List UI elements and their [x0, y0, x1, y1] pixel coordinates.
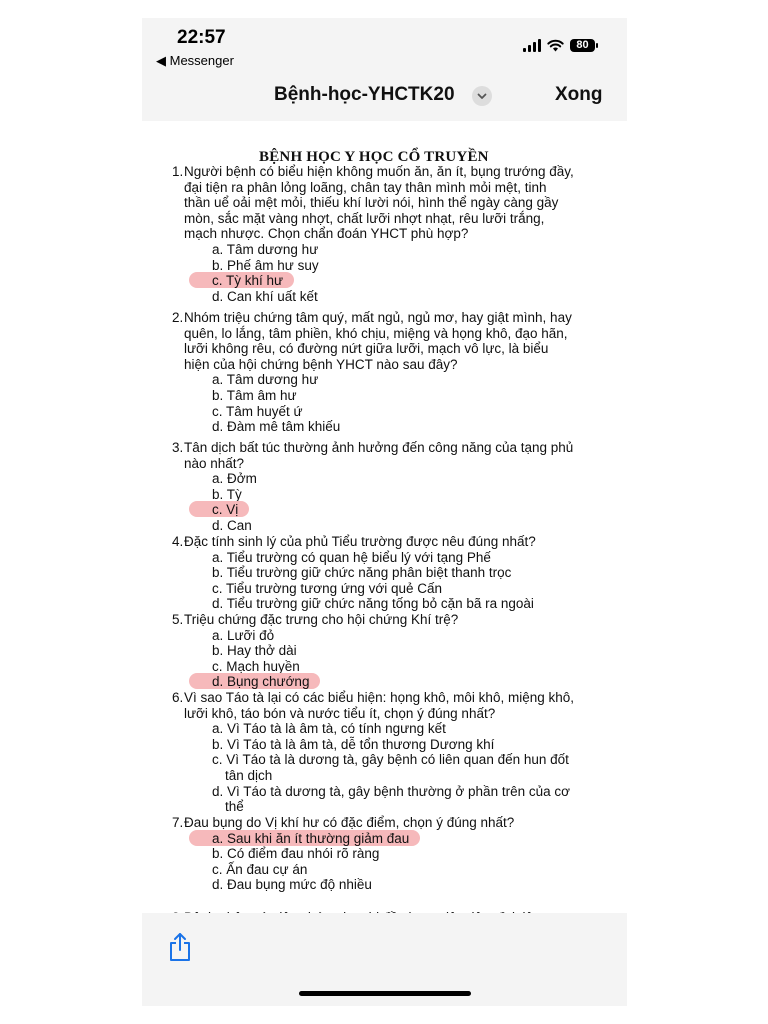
question-stem-line: Nhóm triệu chứng tâm quý, mất ngủ, ngủ mơ, hay giật mình, hay: [184, 310, 572, 325]
answer-option-text: c. Tâm huyết ứ: [212, 403, 303, 419]
answer-option: [172, 289, 612, 305]
done-button[interactable]: Xong: [555, 84, 603, 105]
question-7: [172, 815, 612, 893]
answer-options: [172, 628, 612, 690]
answer-option: [172, 659, 612, 675]
share-icon[interactable]: [166, 931, 194, 963]
question-number: 1.: [172, 164, 184, 179]
answer-option-text: c. Ấn đau cự án: [212, 861, 308, 877]
question-stem: [172, 164, 612, 242]
answer-option-text: b. Hay thở dài: [212, 643, 297, 659]
answer-options: [172, 372, 612, 434]
answer-option: [172, 388, 612, 404]
battery-cap: [596, 43, 598, 48]
answer-option: [172, 737, 612, 753]
question-stem: [172, 815, 612, 831]
highlighted-answer-option: [172, 273, 612, 289]
question-stem-line: mòn, sắc mặt vàng nhợt, chất lưỡi nhợt nhạt, rêu lưỡi trắng,: [184, 210, 545, 226]
question-stem-line: Đau bụng do Vị khí hư có đặc điểm, chọn ý đúng nhất?: [184, 815, 515, 830]
answer-options: [172, 721, 612, 815]
question-stem: [172, 310, 612, 372]
phone-screen: [142, 18, 627, 1006]
question-stem-line: mạch nhược. Chọn chẩn đoán YHCT phù hợp?: [184, 226, 469, 242]
answer-option-text: b. Có điểm đau nhói rõ ràng: [212, 846, 380, 862]
question-5: [172, 612, 612, 690]
question-stem-line: thần uể oải mệt mỏi, thiếu khí lười nói, hình thể ngày càng gầy: [184, 195, 559, 211]
top-bar: [142, 18, 627, 121]
answer-options: [172, 831, 612, 893]
answer-option-text: a. Tiểu trường có quan hệ biểu lý với tạng Phế: [212, 549, 491, 565]
answer-option: [172, 721, 612, 737]
answer-option: [172, 581, 612, 597]
question-stem-line: Triệu chứng đặc trưng cho hội chứng Khí trệ?: [184, 612, 459, 627]
answer-option-text: c. Vì Táo tà là dương tà, gây bệnh có liên quan đến hun đốt: [212, 752, 569, 768]
question-stem-line: nào nhất?: [184, 455, 245, 471]
answer-option: [172, 784, 612, 815]
highlighted-answer-option: [172, 831, 612, 847]
answer-option: [172, 550, 612, 566]
question-stem-line: lưỡi khô, táo bón và nước tiểu ít, chọn ý đúng nhất?: [184, 705, 496, 721]
answer-options: [172, 471, 612, 533]
question-6: [172, 690, 612, 815]
answer-option: [172, 242, 612, 258]
cellular-signal-icon: [523, 39, 541, 52]
answer-option: [172, 258, 612, 274]
chevron-down-icon[interactable]: [472, 86, 492, 106]
answer-option-text: d. Đau bụng mức độ nhiều: [212, 877, 372, 893]
question-stem-line: Vì sao Táo tà lại có các biểu hiện: họng khô, môi khô, miệng khô,: [184, 690, 574, 705]
answer-option-continuation: thể: [225, 799, 244, 815]
back-to-messenger-link[interactable]: ◀ Messenger: [156, 53, 234, 68]
document-heading: BỆNH HỌC Y HỌC CỔ TRUYỀN: [259, 149, 489, 165]
question-2: [172, 310, 612, 435]
highlighted-answer-option: [172, 674, 612, 690]
answer-option-text: b. Tiểu trường giữ chức năng phân biệt thanh trọc: [212, 565, 512, 581]
home-indicator: [299, 991, 471, 996]
question-number: 4.: [172, 534, 184, 549]
status-icons: [523, 36, 598, 54]
question-1: [172, 164, 612, 304]
answer-option-text: c. Mạch huyền: [212, 658, 300, 674]
answer-option-text: d. Đàm mê tâm khiếu: [212, 419, 341, 435]
answer-options: [172, 550, 612, 612]
question-stem-line: Người bệnh có biểu hiện không muốn ăn, ăn ít, bụng trướng đầy,: [184, 164, 574, 179]
answer-option: [172, 518, 612, 534]
question-number: 5.: [172, 612, 184, 627]
question-number: 3.: [172, 440, 184, 455]
answer-option: [172, 404, 612, 420]
status-time: 22:57: [177, 27, 226, 48]
answer-option: [172, 877, 612, 893]
document-viewer[interactable]: [142, 121, 627, 913]
answer-option-text: a. Sau khi ăn ít thường giảm đau: [212, 830, 410, 846]
answer-option-text: d. Tiểu trường giữ chức năng tống bỏ cặn bã ra ngoài: [212, 596, 534, 612]
answer-option-text: a. Lưỡi đỏ: [212, 627, 275, 643]
question-stem-line: Tân dịch bất túc thường ảnh hưởng đến công năng của tạng phủ: [184, 440, 574, 455]
question-number: 2.: [172, 310, 184, 325]
question-stem-line: hiện của hội chứng bệnh YHCT nào sau đây?: [184, 356, 458, 372]
answer-option-text: a. Vì Táo tà là âm tà, có tính ngưng kết: [212, 721, 446, 737]
answer-option-text: d. Can khí uất kết: [212, 288, 318, 304]
question-stem-line: đại tiện ra phân lỏng loãng, chân tay thân mình mỏi mệt, tinh: [184, 179, 547, 195]
answer-option-text: a. Tâm dương hư: [212, 372, 319, 388]
question-stem: [172, 612, 612, 628]
answer-option-text: c. Tỳ khí hư: [212, 273, 284, 289]
answer-option: [172, 643, 612, 659]
answer-option-text: b. Tỳ: [212, 486, 242, 502]
answer-option-continuation: tân dịch: [225, 767, 273, 783]
question-stem-line: quên, lo lắng, tâm phiền, khó chịu, miệng và họng khô, đạo hãn,: [184, 325, 568, 341]
battery-level: 80: [570, 39, 595, 52]
answer-option: [172, 628, 612, 644]
question-4: [172, 534, 612, 612]
answer-option-text: c. Tiểu trường tương ứng với quẻ Cấn: [212, 580, 443, 596]
answer-option: [172, 372, 612, 388]
document-title[interactable]: Bệnh-học-YHCTK20: [274, 84, 455, 105]
question-stem-line: Đặc tính sinh lý của phủ Tiểu trường được nêu đúng nhất?: [184, 534, 536, 549]
question-number: 6.: [172, 690, 184, 705]
bottom-toolbar: [142, 913, 627, 1006]
answer-option-text: a. Đởm: [212, 471, 257, 487]
answer-option: [172, 487, 612, 503]
answer-option: [172, 596, 612, 612]
answer-option-text: b. Phế âm hư suy: [212, 257, 319, 273]
answer-option: [172, 419, 612, 435]
wifi-icon: [547, 39, 564, 52]
answer-option: [172, 752, 612, 783]
answer-option: [172, 565, 612, 581]
answer-options: [172, 242, 612, 304]
answer-option: [172, 471, 612, 487]
question-stem: [172, 690, 612, 721]
question-number: 7.: [172, 815, 184, 830]
answer-option-text: a. Tâm dương hư: [212, 241, 319, 257]
answer-option-text: b. Tâm âm hư: [212, 387, 297, 403]
answer-option-text: d. Can: [212, 517, 252, 533]
answer-option: [172, 862, 612, 878]
answer-option-text: b. Vì Táo tà là âm tà, dễ tổn thương Dương khí: [212, 736, 495, 752]
highlighted-answer-option: [172, 502, 612, 518]
answer-option: [172, 846, 612, 862]
answer-option-text: d. Vì Táo tà dương tà, gây bệnh thường ở phần trên của cơ: [212, 783, 570, 799]
question-3: [172, 440, 612, 534]
question-stem-line: lưỡi không rêu, có đường nứt giữa lưỡi, mạch vô lực, là biểu: [184, 341, 549, 357]
answer-option-text: d. Bụng chướng: [212, 674, 310, 690]
question-stem: [172, 440, 612, 471]
answer-option-text: c. Vị: [212, 502, 239, 518]
question-stem: [172, 534, 612, 550]
